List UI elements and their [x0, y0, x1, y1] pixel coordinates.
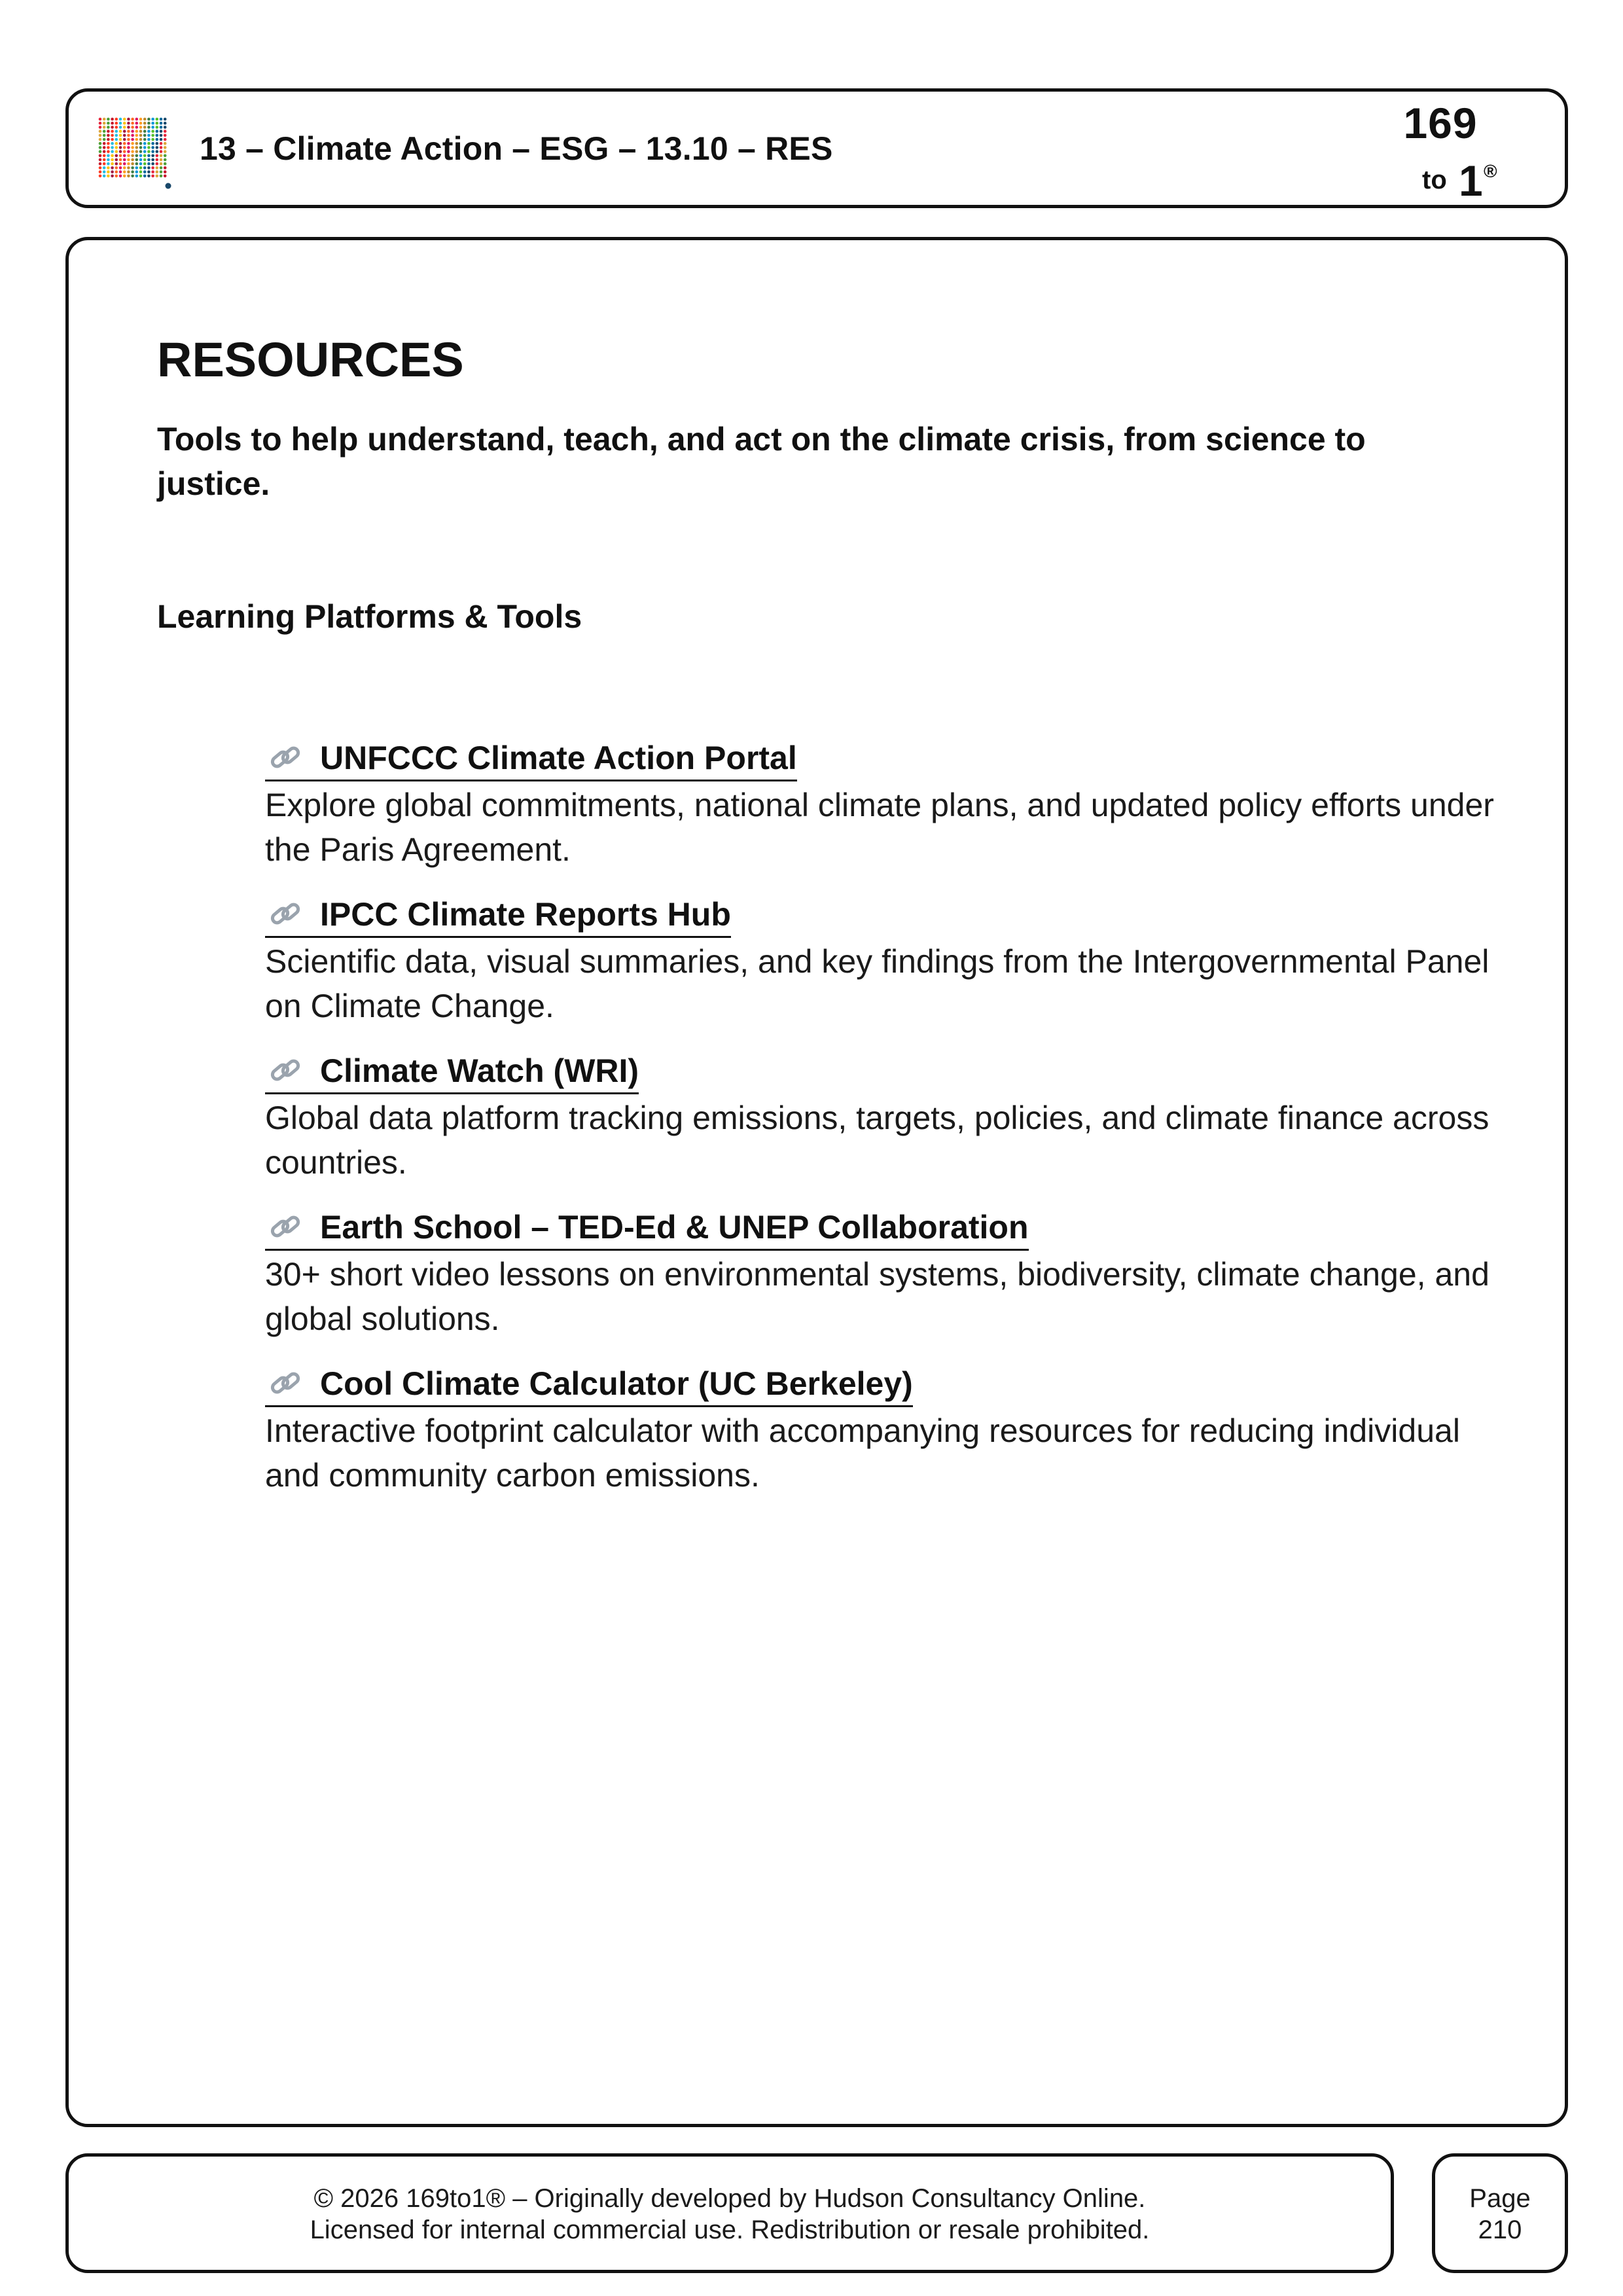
- dot-grid-logo-icon: [98, 117, 172, 190]
- section-heading: Learning Platforms & Tools: [157, 598, 582, 635]
- footer-line-1: © 2026 169to1® – Originally developed by Hudson Consultancy Online.: [313, 2184, 1146, 2213]
- resource-title: Cool Climate Calculator (UC Berkeley): [320, 1365, 913, 1402]
- resource-description: Explore global commitments, national climate plans, and updated policy efforts under the Paris Agreement.: [265, 787, 1494, 868]
- resource-item: [265, 736, 1508, 872]
- resource-title: IPCC Climate Reports Hub: [320, 896, 731, 933]
- resource-title: Climate Watch (WRI): [320, 1052, 639, 1089]
- page-title: RESOURCES: [157, 332, 464, 387]
- resource-item: [265, 1206, 1508, 1341]
- resource-link[interactable]: [265, 1049, 639, 1094]
- resource-title: UNFCCC Climate Action Portal: [320, 740, 797, 776]
- main-content: [65, 237, 1568, 2127]
- header-title: 13 – Climate Action – ESG – 13.10 – RES: [200, 130, 833, 167]
- resource-link[interactable]: [265, 893, 731, 938]
- page-subtitle: Tools to help understand, teach, and act on the climate crisis, from science to justice.: [157, 421, 1366, 502]
- brand-mark: [1388, 98, 1506, 203]
- resource-item: [265, 893, 1508, 1028]
- link-icon: [265, 742, 311, 774]
- brand-one: 1: [1459, 156, 1483, 205]
- link-icon: [265, 1054, 311, 1087]
- page-number-box: [1432, 2153, 1568, 2273]
- brand-number: 169: [1403, 99, 1478, 147]
- footer-copyright: [65, 2153, 1394, 2273]
- resource-description: Scientific data, visual summaries, and key findings from the Intergovernmental Panel on Climate Change.: [265, 943, 1489, 1024]
- page-number: 210: [1478, 2215, 1522, 2244]
- brand-to: to: [1422, 166, 1447, 194]
- link-icon: [265, 1211, 311, 1244]
- resource-title: Earth School – TED-Ed & UNEP Collaboration: [320, 1209, 1029, 1246]
- resource-link[interactable]: [265, 736, 797, 781]
- resource-item: [265, 1049, 1508, 1185]
- link-icon: [265, 1367, 311, 1400]
- resource-link[interactable]: [265, 1362, 913, 1407]
- brand-registered-mark: ®: [1484, 161, 1497, 181]
- resource-list: [265, 736, 1508, 1518]
- resource-description: 30+ short video lessons on environmental systems, biodiversity, climate change, and global solutions.: [265, 1256, 1489, 1337]
- resource-link[interactable]: [265, 1206, 1029, 1251]
- resource-item: [265, 1362, 1508, 1498]
- link-icon: [265, 898, 311, 931]
- resource-description: Interactive footprint calculator with accompanying resources for reducing individual and community carbon emissions.: [265, 1412, 1460, 1494]
- footer-line-2: Licensed for internal commercial use. Redistribution or resale prohibited.: [310, 2215, 1150, 2244]
- page-label: Page: [1469, 2184, 1531, 2213]
- page-header: [65, 88, 1568, 208]
- resource-description: Global data platform tracking emissions, targets, policies, and climate finance across countries.: [265, 1100, 1489, 1181]
